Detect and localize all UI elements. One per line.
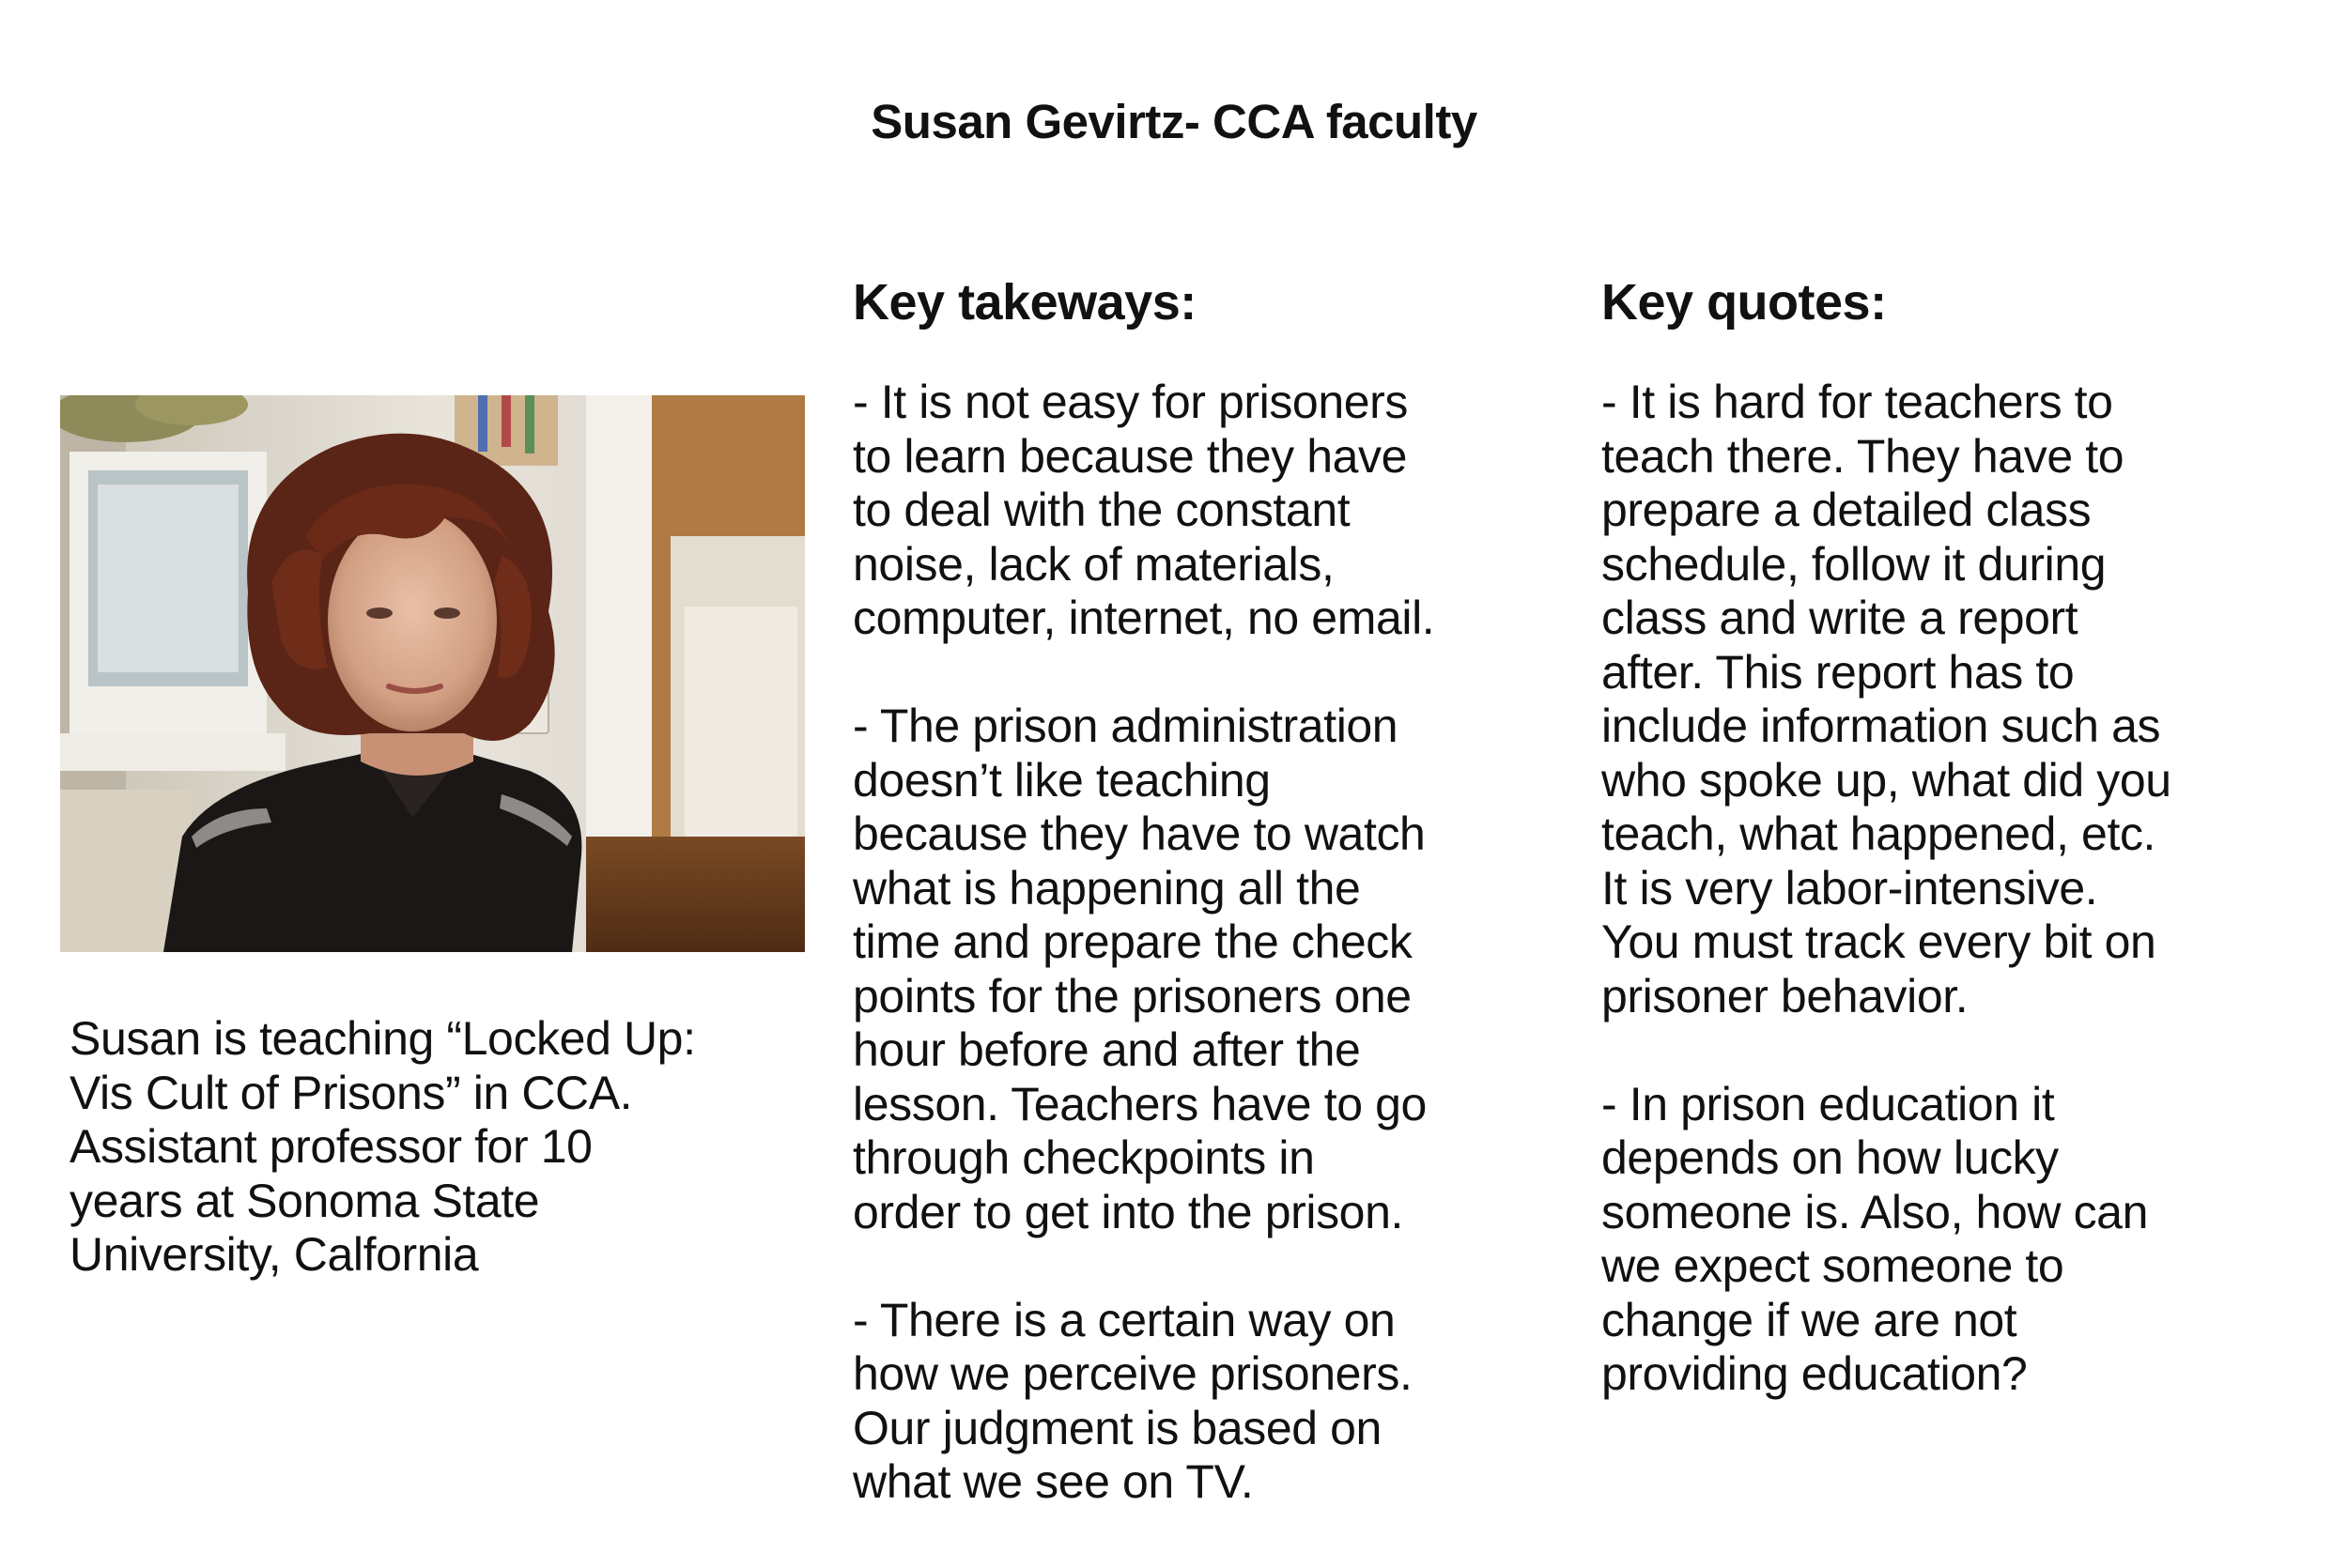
- text-line: It is very labor-intensive.: [1601, 861, 2098, 915]
- text-line: computer, internet, no email.: [853, 592, 1435, 644]
- text-line: we expect someone to: [1601, 1239, 2064, 1292]
- bio-line: Vis Cult of Prisons” in CCA.: [70, 1066, 633, 1119]
- text-line: - In prison education it: [1601, 1077, 2055, 1130]
- bio-line: University, Calfornia: [70, 1228, 479, 1281]
- key-quotes-column: [1601, 272, 2315, 1455]
- text-line: class and write a report: [1601, 592, 2078, 644]
- text-line: doesn’t like teaching: [853, 753, 1271, 807]
- text-line: time and prepare the check: [853, 915, 1413, 968]
- quote-item: [1601, 1078, 2315, 1402]
- text-line: depends on how lucky: [1601, 1131, 2059, 1184]
- text-line: You must track every bit on: [1601, 915, 2156, 968]
- bio-line: Assistant professor for 10: [70, 1120, 593, 1173]
- text-line: providing education?: [1601, 1347, 2028, 1400]
- text-line: - It is not easy for prisoners: [853, 376, 1409, 428]
- text-line: what we see on TV.: [853, 1455, 1254, 1508]
- text-line: Our judgment is based on: [853, 1401, 1382, 1454]
- text-line: teach there. They have to: [1601, 429, 2124, 483]
- text-line: schedule, follow it during: [1601, 537, 2107, 591]
- bio-line: Susan is teaching “Locked Up:: [70, 1012, 696, 1065]
- takeaway-item: [853, 699, 1567, 1239]
- text-line: hour before and after the: [853, 1023, 1361, 1076]
- page-title: Susan Gevirtz- CCA faculty: [871, 95, 1477, 148]
- text-line: include information such as: [1601, 699, 2161, 752]
- text-line: who spoke up, what did you: [1601, 753, 2171, 807]
- text-line: - The prison administration: [853, 699, 1398, 752]
- text-line: order to get into the prison.: [853, 1185, 1403, 1238]
- bio-text: [70, 1012, 802, 1283]
- text-line: noise, lack of materials,: [853, 537, 1335, 591]
- text-line: - There is a certain way on: [853, 1293, 1396, 1346]
- key-takeaways-column: [853, 272, 1567, 1563]
- text-line: prepare a detailed class: [1601, 484, 2092, 536]
- text-line: change if we are not: [1601, 1293, 2017, 1346]
- quote-item: [1601, 376, 2315, 1023]
- text-line: to deal with the constant: [853, 484, 1351, 536]
- text-line: after. This report has to: [1601, 645, 2075, 699]
- text-line: someone is. Also, how can: [1601, 1185, 2148, 1238]
- key-quotes-heading: Key quotes:: [1601, 274, 1887, 331]
- portrait-photo: [60, 395, 805, 952]
- text-line: lesson. Teachers have to go: [853, 1077, 1427, 1130]
- takeaway-item: [853, 376, 1567, 646]
- text-line: teach, what happened, etc.: [1601, 807, 2156, 860]
- takeaway-item: [853, 1294, 1567, 1510]
- text-line: points for the prisoners one: [853, 969, 1412, 1022]
- text-line: through checkpoints in: [853, 1131, 1315, 1184]
- text-line: to learn because they have: [853, 429, 1408, 483]
- key-takeaways-heading: Key takeways:: [853, 274, 1197, 331]
- text-line: what is happening all the: [853, 861, 1361, 915]
- text-line: because they have to watch: [853, 807, 1426, 860]
- bio-line: years at Sonoma State: [70, 1174, 540, 1227]
- text-line: how we perceive prisoners.: [853, 1347, 1413, 1400]
- text-line: prisoner behavior.: [1601, 969, 1969, 1022]
- text-line: - It is hard for teachers to: [1601, 376, 2113, 428]
